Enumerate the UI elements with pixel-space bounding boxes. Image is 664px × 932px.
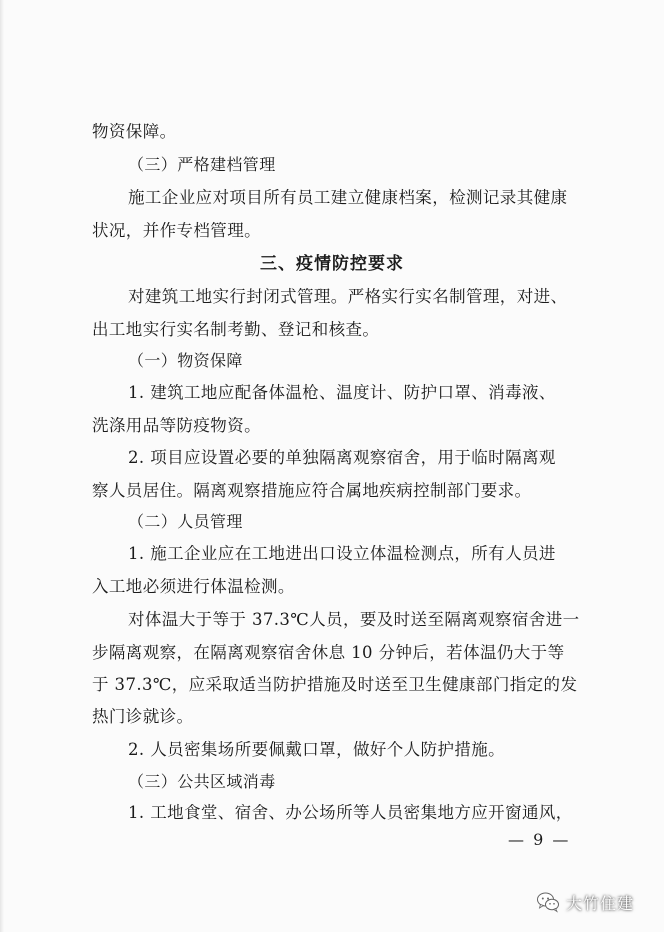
text-line: 1. 施工企业应在工地进出口设立体温检测点，所有人员进 [128, 544, 556, 563]
text-line: 洗涤用品等防疫物资。 [92, 416, 261, 435]
section-subheading: （三）严格建档管理 [128, 155, 276, 174]
page-number: — 9 — [508, 830, 571, 849]
section-heading: 三、疫情防控要求 [260, 254, 404, 274]
wechat-icon [536, 891, 560, 913]
text-line: 2. 项目应设置必要的单独隔离观察宿舍，用于临时隔离观 [128, 448, 556, 467]
watermark-text: 大竹住建 [566, 893, 635, 913]
text-line: 察人员居住。隔离观察措施应符合属地疾病控制部门要求。 [92, 481, 532, 500]
watermark [536, 888, 634, 916]
text-line: 1. 建筑工地应配备体温枪、温度计、防护口罩、消毒液、 [128, 383, 556, 402]
text-line: 物资保障。 [92, 122, 177, 141]
text-line: 对体温大于等于 37.3℃人员，要及时送至隔离观察宿舍进一 [128, 610, 580, 629]
section-subheading: （二）人员管理 [128, 512, 243, 531]
text-line: 出工地实行实名制考勤、登记和核查。 [92, 320, 380, 339]
section-subheading: （三）公共区域消毒 [128, 772, 276, 791]
text-line: 施工企业应对项目所有员工建立健康档案，检测记录其健康 [128, 188, 568, 207]
section-subheading: （一）物资保障 [128, 351, 243, 370]
text-line: 入工地必须进行体温检测。 [92, 577, 295, 596]
text-line: 于 37.3℃，应采取适当防护措施及时送至卫生健康部门指定的发 [92, 675, 578, 694]
text-line: 步隔离观察，在隔离观察宿舍休息 10 分钟后，若体温仍大于等 [92, 643, 565, 662]
text-line: 状况，并作专档管理。 [92, 221, 261, 240]
page-edge [0, 0, 4, 932]
text-line: 2. 人员密集场所要佩戴口罩，做好个人防护措施。 [128, 740, 506, 759]
text-line: 1. 工地食堂、宿舍、办公场所等人员密集地方应开窗通风， [128, 803, 573, 822]
text-line: 对建筑工地实行封闭式管理。严格实行实名制管理，对进、 [128, 287, 568, 306]
text-line: 热门诊就诊。 [92, 707, 194, 726]
